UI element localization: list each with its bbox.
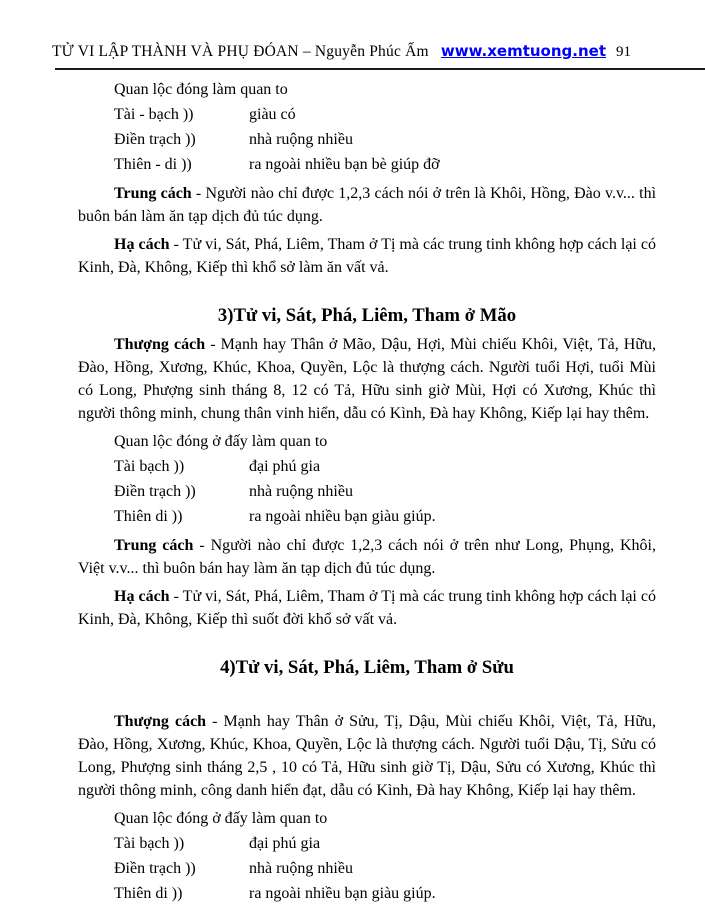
palace-value: nhà ruộng nhiều xyxy=(249,483,353,500)
list-row xyxy=(114,152,656,177)
page-header xyxy=(52,42,705,61)
palace-value: nhà ruộng nhiều xyxy=(249,860,353,877)
list-row xyxy=(114,102,656,127)
palace-value: ra ngoài nhiều bạn bè giúp đỡ xyxy=(249,156,440,173)
paragraph-text: - Người nào chỉ được 1,2,3 cách nói ở trên như Long, Phụng, Khôi, Việt v.v... thì buôn bán hay làm ăn tạp dịch đủ túc dụng. xyxy=(78,537,656,577)
list-row xyxy=(114,831,656,856)
paragraph-text: - Tử vi, Sát, Phá, Liêm, Tham ở Tị mà các trung tinh không hợp cách lại có Kinh, Đà, Không, Kiếp thì khổ sở làm ăn vất vả. xyxy=(78,236,657,276)
paragraph-trung-cach xyxy=(78,182,656,228)
paragraph-trung-cach xyxy=(78,534,656,580)
palace-value: giàu có xyxy=(249,106,296,123)
paragraph-thuong-cach xyxy=(78,333,656,425)
paragraph-ha-cach xyxy=(78,233,656,279)
palace-value: ra ngoài nhiều bạn giàu giúp. xyxy=(249,508,436,525)
palace-label: Điền trạch )) xyxy=(114,860,196,877)
palace-label: Thiên di )) xyxy=(114,885,183,902)
list-row xyxy=(114,504,656,529)
page-number: 91 xyxy=(616,44,631,60)
paragraph-text: - Mạnh hay Thân ở Sửu, Tị, Dậu, Mùi chiếu Khôi, Việt, Tả, Hữu, Đào, Hồng, Xương, Khúc, Khoa, Quyền, Lộc là thượng cách. Người tuổi Dậu, Tị, Sửu có Long, Phượng sinh tháng 2,5 , 10 có Tả, Hữu sinh giờ Tị, Dậu, Sửu có Xương, Khúc thì người thông minh, công danh hiển đạt, dẫu có Kình, Đà hay Không, Kiếp lại hay thêm. xyxy=(78,713,657,799)
palace-value: đại phú gia xyxy=(249,458,321,475)
palace-value: đại phú gia xyxy=(249,835,321,852)
quan-loc-line: Quan lộc đóng ở đấy làm quan to xyxy=(114,433,328,450)
palace-value: nhà ruộng nhiều xyxy=(249,131,353,148)
palace-label: Điền trạch )) xyxy=(114,483,196,500)
term-trung-cach: Trung cách xyxy=(114,537,194,554)
palace-label: Thiên - di )) xyxy=(114,156,192,173)
website-link[interactable]: www.xemtuong.net xyxy=(440,42,606,60)
paragraph-text: - Tử vi, Sát, Phá, Liêm, Tham ở Tị mà các trung tinh không hợp cách lại có Kinh, Đà, Không, Kiếp thì suốt đời khổ sở vất vả. xyxy=(78,588,657,628)
palace-label: Tài bạch )) xyxy=(114,458,185,475)
section4-heading: 4)Tử vi, Sát, Phá, Liêm, Tham ở Sửu xyxy=(220,657,514,678)
term-trung-cach: Trung cách xyxy=(114,185,192,202)
term-thuong-cach: Thượng cách xyxy=(114,336,206,353)
quan-loc-line: Quan lộc đóng làm quan to xyxy=(114,81,288,98)
header-title: TỬ VI LẬP THÀNH VÀ PHỤ ĐÓAN – Nguyễn Phúc Ấm xyxy=(52,43,429,60)
palace-label: Thiên di )) xyxy=(114,508,183,525)
section3-heading: 3)Tử vi, Sát, Phá, Liêm, Tham ở Mão xyxy=(217,305,517,326)
list-row xyxy=(114,881,656,906)
palace-label: Điền trạch )) xyxy=(114,131,196,148)
list-row xyxy=(114,479,656,504)
list-row xyxy=(114,127,656,152)
palace-value: ra ngoài nhiều bạn giàu giúp. xyxy=(249,885,436,902)
term-ha-cach: Hạ cách xyxy=(114,236,170,253)
header-rule xyxy=(55,68,705,70)
palace-label: Tài bạch )) xyxy=(114,835,185,852)
paragraph-text: - Người nào chỉ được 1,2,3 cách nói ở trên là Khôi, Hồng, Đào v.v... thì buôn bán làm ăn tạp dịch đủ túc dụng. xyxy=(78,185,657,225)
list-row xyxy=(114,856,656,881)
paragraph-thuong-cach xyxy=(78,710,656,802)
term-ha-cach: Hạ cách xyxy=(114,588,170,605)
paragraph-text: - Mạnh hay Thân ở Mão, Dậu, Hợi, Mùi chiếu Khôi, Việt, Tả, Hữu, Đào, Hồng, Xương, Khúc, Khoa, Quyền, Lộc là thượng cách. Người tuổi Hợi, tuổi Mùi có Long, Phượng sinh tháng 8, 12 có Tả, Hữu sinh giờ Mùi, Hợi có Xương, Khúc thì người thông minh, chung thân vinh hiển, dẫu có Kình, Đà hay Không, Kiếp lại hay thêm. xyxy=(78,336,657,422)
quan-loc-line: Quan lộc đóng ở đấy làm quan to xyxy=(114,810,328,827)
header-right-group xyxy=(441,42,631,61)
term-thuong-cach: Thượng cách xyxy=(114,713,207,730)
paragraph-ha-cach xyxy=(78,585,656,631)
list-row xyxy=(114,454,656,479)
palace-label: Tài - bạch )) xyxy=(114,106,194,123)
page-content xyxy=(78,77,656,906)
